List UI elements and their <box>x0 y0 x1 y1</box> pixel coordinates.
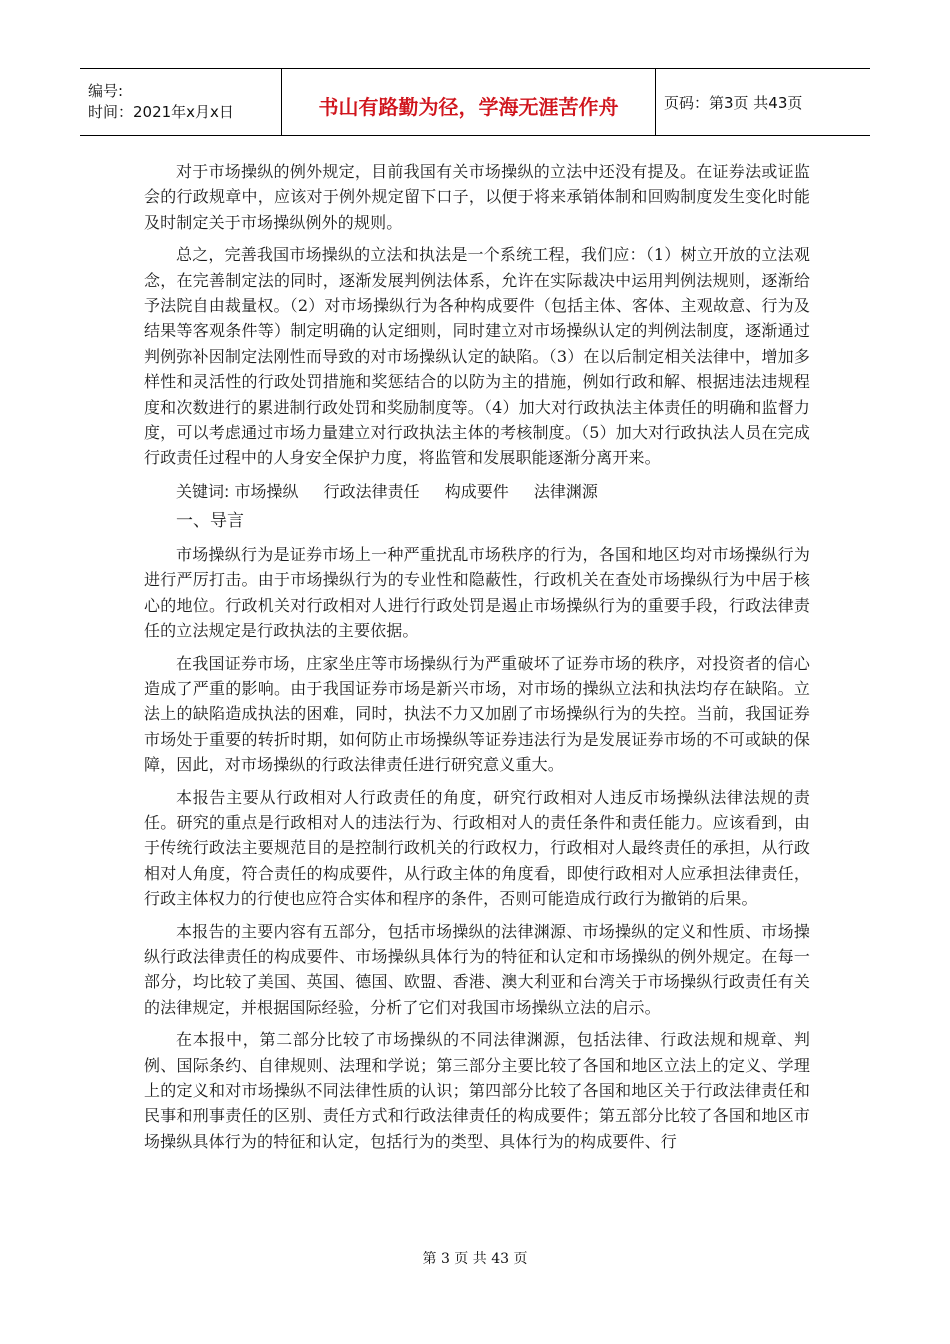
section-heading: 一、导言 <box>176 510 244 531</box>
keyword: 法律渊源 <box>533 481 598 501</box>
header-page-info: 页码：第3页 共43页 <box>664 93 803 112</box>
page-footer: 第 3 页 共 43 页 <box>422 1251 528 1267</box>
keyword: 构成要件 <box>444 481 509 501</box>
document-body <box>144 159 810 1161</box>
body-paragraph: 总之，完善我国市场操纵的立法和执法是一个系统工程，我们应：（1）树立开放的立法观念，在完善制定法的同时，逐渐发展判例法体系，允许在实际裁决中运用判例法规则，逐渐给予法院自由裁量权。（2）对市场操纵行为各种构成要件（包括主体、客体、主观故意、行为及结果等客观条件等）制定明确的认定细则，同时建立对市场操纵认定的判例法制度，逐渐通过判例弥补因制定法刚性而导致的对市场操纵认定的缺陷。（3）在以后制定相关法律中，增加多样性和灵活性的行政处罚措施和奖惩结合的以防为主的措施，例如行政和解、根据违法违规程度和次数进行的累进制行政处罚和奖励制度等。（4）加大对行政执法主体责任的明确和监督力度，可以考虑通过市场力量建立对行政执法主体的考核制度。（5）加大对行政执法人员在完成行政责任过程中的人身安全保护力度，将监管和发展职能逐渐分离开来。 <box>144 245 810 468</box>
keywords-line <box>144 479 810 504</box>
body-paragraph: 对于市场操纵的例外规定，目前我国有关市场操纵的立法中还没有提及。在证券法或证监会的行政规章中，应该对于例外规定留下口子，以便于将来承销体制和回购制度发生变化时能及时制定关于市场操纵例外的规则。 <box>144 162 810 232</box>
body-paragraph: 本报告主要从行政相对人行政责任的角度，研究行政相对人违反市场操纵法律法规的责任。研究的重点是行政相对人的违法行为、行政相对人的责任条件和责任能力。应该看到，由于传统行政法主要规范目的是控制行政机关的行政权力，行政相对人最终责任的承担，从行政相对人角度，符合责任的构成要件，从行政主体的角度看，即使行政相对人应承担法律责任，行政主体权力的行使也应符合实体和程序的条件，否则可能造成行政行为撤销的后果。 <box>144 787 810 909</box>
body-paragraph: 本报告的主要内容有五部分，包括市场操纵的法律渊源、市场操纵的定义和性质、市场操纵行政法律责任的构成要件、市场操纵具体行为的特征和认定和市场操纵的例外规定。在每一部分，均比较了美国、英国、德国、欧盟、香港、澳大利亚和台湾关于市场操纵行政责任有关的法律规定，并根据国际经验，分析了它们对我国市场操纵立法的启示。 <box>144 921 810 1017</box>
header-motto: 书山有路勤为径，学海无涯苦作舟 <box>282 69 656 135</box>
document-number-label: 编号: <box>88 82 124 100</box>
header-meta-cell <box>80 69 282 135</box>
document-date-label: 时间：2021年x月x日 <box>88 103 234 121</box>
keyword: 市场操纵 <box>234 481 299 501</box>
keyword: 行政法律责任 <box>323 481 420 501</box>
body-paragraph: 市场操纵行为是证券市场上一种严重扰乱市场秩序的行为，各国和地区均对市场操纵行为进行严厉打击。由于市场操纵行为的专业性和隐蔽性，行政机关在查处市场操纵行为中居于核心的地位。行政机关对行政相对人进行行政处罚是遏止市场操纵行为的重要手段，行政法律责任的立法规定是行政执法的主要依据。 <box>144 544 810 641</box>
body-paragraph: 在本报中，第二部分比较了市场操纵的不同法律渊源，包括法律、行政法规和规章、判例、国际条约、自律规则、法理和学说；第三部分主要比较了各国和地区立法上的定义、学理上的定义和对市场操纵不同法律性质的认识；第四部分比较了各国和地区关于行政法律责任和民事和刑事责任的区别、责任方式和行政法律责任的构成要件；第五部分比较了各国和地区市场操纵具体行为的特征和认定，包括行为的类型、具体行为的构成要件、行 <box>144 1030 810 1151</box>
page-header-table <box>80 68 870 136</box>
keywords-label: 关键词: <box>176 481 230 501</box>
body-paragraph: 在我国证券市场，庄家坐庄等市场操纵行为严重破坏了证券市场的秩序，对投资者的信心造成了严重的影响。由于我国证券市场是新兴市场，对市场的操纵立法和执法均存在缺陷。立法上的缺陷造成执法的困难，同时，执法不力又加剧了市场操纵行为的失控。当前，我国证券市场处于重要的转折时期，如何防止市场操纵等证券违法行为是发展证券市场的不可或缺的保障，因此，对市场操纵的行政法律责任进行研究意义重大。 <box>144 653 810 775</box>
